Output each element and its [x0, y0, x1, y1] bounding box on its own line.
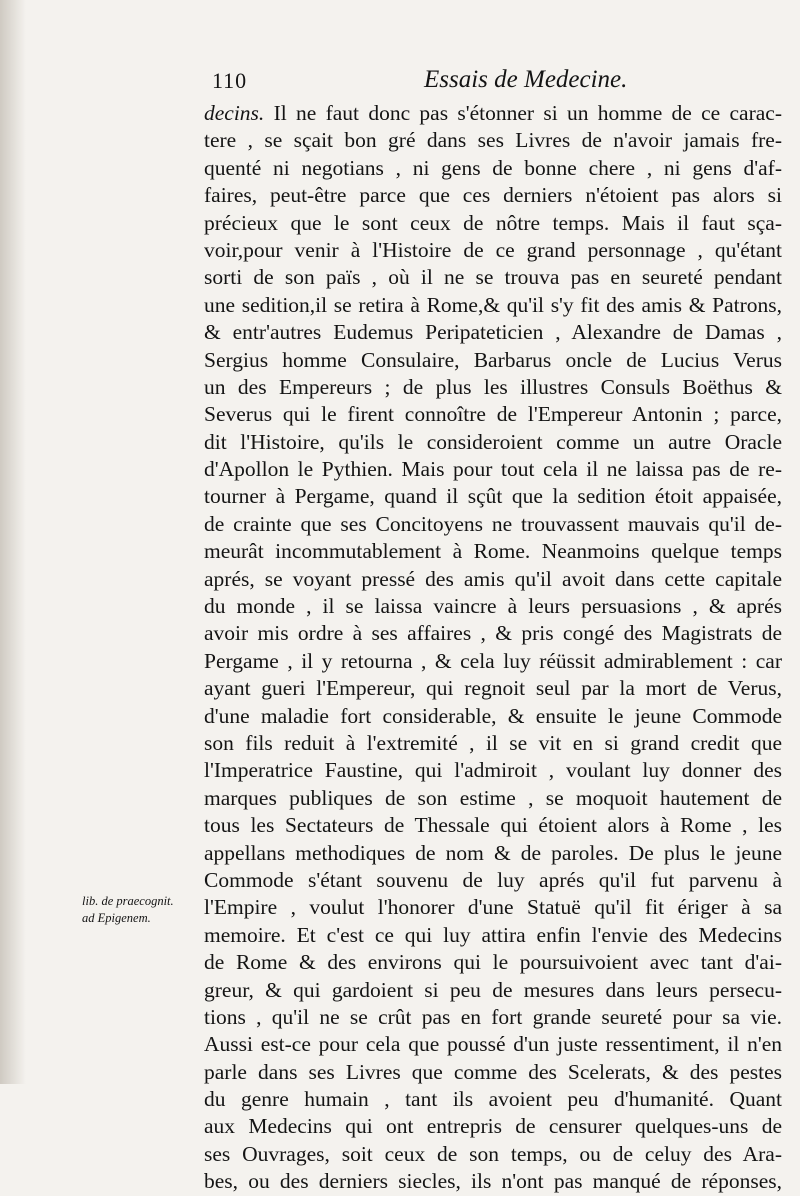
gutter-shadow	[0, 0, 26, 1084]
first-word: decins.	[204, 101, 265, 125]
text-line: & entr'autres Eudemus Peripateticien , Alexandre de Damas ,	[204, 320, 782, 345]
text-line: Aussi est-ce pour cela que poussé d'un juste ressentiment, il n'en	[204, 1032, 782, 1057]
text-line: greur, & qui gardoient si peu de mesures dans leurs persecu-	[204, 977, 782, 1002]
text-line: d'Apollon le Pythien. Mais pour tout cela il ne laissa pas de re-	[204, 457, 782, 482]
text-line-1: decins. Il ne faut donc pas s'étonner si un homme de ce carac-	[204, 101, 782, 125]
margin-note	[82, 893, 200, 927]
margin-note-line: lib. de praecognit.	[82, 894, 174, 908]
text-line: Pergame , il y retourna , & cela luy réüssit admirablement : car	[204, 648, 782, 673]
text-line: bes, ou des derniers siecles, ils n'ont pas manqué de réponses,	[204, 1169, 782, 1194]
text-line: marques publiques de son estime , se moquoit hautement de	[204, 785, 782, 810]
text-line: memoire. Et c'est ce qui luy attira enfin l'envie des Medecins	[204, 922, 782, 947]
text-line: précieux que le sont ceux de nôtre temps. Mais il faut sça-	[204, 210, 782, 235]
text-line: du genre humain , tant ils avoient peu d'humanité. Quant	[204, 1087, 782, 1112]
text-line: Commode s'étant souvenu de luy aprés qu'il fut parvenu à	[204, 867, 782, 892]
text-line: l'Empire , voulut l'honorer d'une Statuë qu'il fit ériger à sa	[204, 895, 782, 920]
text-line: une sedition,il se retira à Rome,& qu'il s'y fit des amis & Patrons,	[204, 292, 782, 317]
text-line: appellans methodiques de nom & de paroles. De plus le jeune	[204, 840, 782, 865]
text-line: ayant gueri l'Empereur, qui regnoit seul par la mort de Verus,	[204, 676, 782, 701]
text-line: aprés, se voyant pressé des amis qu'il avoit dans cette capitale	[204, 566, 782, 591]
body-text	[204, 100, 782, 1196]
text-line: d'une maladie fort considerable, & ensuite le jeune Commode	[204, 703, 782, 728]
text-line: Severus qui le firent connoître de l'Empereur Antonin ; parce,	[204, 402, 782, 427]
text-line: ses Ouvrages, soit ceux de son temps, ou de celuy des Ara-	[204, 1141, 782, 1166]
margin-note-line: ad Epigenem.	[82, 911, 151, 925]
text-line: l'Imperatrice Faustine, qui l'admiroit , voulant luy donner des	[204, 758, 782, 783]
text-line: dit l'Histoire, qu'ils le consideroient comme un autre Oracle	[204, 429, 782, 454]
text-line: un des Empereurs ; de plus les illustres Consuls Boëthus &	[204, 374, 782, 399]
text-line: tere , se sçait bon gré dans ses Livres de n'avoir jamais fre-	[204, 128, 782, 153]
text-line: faires, peut-être parce que ces derniers n'étoient pas alors si	[204, 183, 782, 208]
text-line: sorti de son païs , où il ne se trouva pas en seureté pendant	[204, 265, 782, 290]
text-line: Sergius homme Consulaire, Barbarus oncle de Lucius Verus	[204, 347, 782, 372]
page-header	[208, 68, 778, 98]
text-line: du monde , il se laissa vaincre à leurs persuasions , & aprés	[204, 594, 782, 619]
text-line: tourner à Pergame, quand il sçût que la sedition étoit appaisée,	[204, 484, 782, 509]
text-line: meurât incommutablement à Rome. Neanmoins quelque temps	[204, 539, 782, 564]
text-line: tous les Sectateurs de Thessale qui étoient alors à Rome , les	[204, 813, 782, 838]
text-line: quenté ni negotians , ni gens de bonne chere , ni gens d'af-	[204, 155, 782, 180]
text-line: parle dans ses Livres que comme des Scelerats, & des pestes	[204, 1059, 782, 1084]
page-number: 110	[212, 68, 248, 93]
text-line: avoir mis ordre à ses affaires , & pris congé des Magistrats de	[204, 621, 782, 646]
text-line: tions , qu'il ne se crût pas en fort grande seureté pour sa vie.	[204, 1004, 782, 1029]
text-line: de Rome & des environs qui le poursuivoient avec tant d'ai-	[204, 950, 782, 975]
text-line: voir,pour venir à l'Histoire de ce grand personnage , qu'étant	[204, 237, 782, 262]
text-line: de crainte que ses Concitoyens ne trouvassent mauvais qu'il de-	[204, 511, 782, 536]
text-line: aux Medecins qui ont entrepris de censurer quelques-uns de	[204, 1114, 782, 1139]
text-line: son fils reduit à l'extremité , il se vit en si grand credit que	[204, 730, 782, 755]
running-title: Essais de Medecine.	[424, 66, 628, 93]
